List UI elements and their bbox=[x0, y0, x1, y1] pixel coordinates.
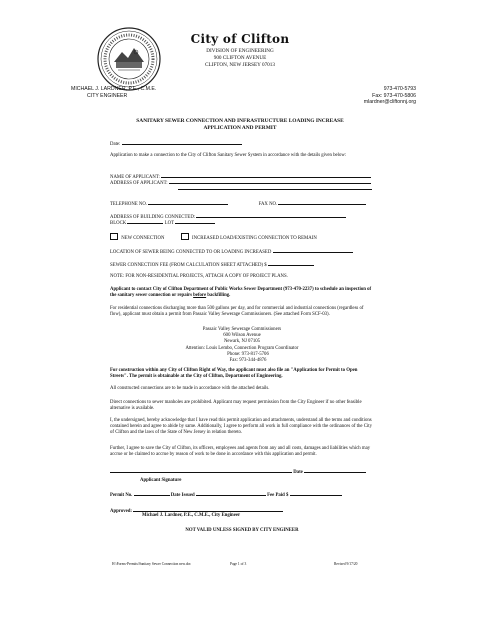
building-label: ADDRESS OF BUILDING CONNECTED: bbox=[110, 215, 196, 220]
division-address: 900 CLIFTON AVENUE bbox=[213, 55, 267, 61]
applicant-signature-label: Applicant Signature bbox=[140, 478, 182, 483]
connection-type-row bbox=[110, 233, 374, 242]
lot-line[interactable] bbox=[175, 219, 215, 224]
approver-name: Michael J. Lardner, P.E., C.M.E., City Engineer bbox=[142, 513, 241, 518]
constructed-text: All constructed connections are to be made in accordance with the attached details. bbox=[110, 386, 270, 391]
not-valid-notice: NOT VALID UNLESS SIGNED BY CITY ENGINEER bbox=[185, 528, 299, 533]
inspection-notice-part1: Applicant to contact City of Clifton Department of Public Works Sewer Department (973-470-2237) to schedule an inspection of the sanitary sewer connection or repairs bbox=[110, 287, 372, 299]
date-label: Date: bbox=[110, 142, 121, 147]
form-title-line1: SANITARY SEWER CONNECTION AND INFRASTRUCTURE LOADING INCREASE bbox=[136, 118, 344, 124]
applicant-address-field[interactable] bbox=[110, 179, 374, 187]
permit-no-line[interactable] bbox=[134, 491, 170, 496]
division-city-state: CLIFTON, NEW JERSEY 07013 bbox=[205, 62, 275, 68]
fee-paid-label: Fee Paid $ bbox=[267, 493, 289, 498]
approved-signature-line[interactable] bbox=[133, 507, 283, 512]
date2-label: Date bbox=[293, 470, 303, 475]
pvsc-phone: Phone: 973-817-5706 bbox=[227, 351, 269, 357]
block-lot-row[interactable] bbox=[110, 219, 374, 227]
contact-fax: Fax: 973-470-5806 bbox=[372, 92, 416, 99]
pvsc-attention: Attention: Louis Lembo, Connection Program Coordinator bbox=[185, 345, 299, 351]
pvsc-fax: Fax: 973-344-4876 bbox=[229, 358, 267, 364]
permit-no-label: Permit No. bbox=[110, 493, 133, 498]
engineer-block bbox=[71, 86, 156, 100]
date-field[interactable] bbox=[110, 140, 374, 148]
applicant-address-label: ADDRESS OF APPLICANT: bbox=[110, 181, 168, 186]
date2-line[interactable] bbox=[304, 468, 366, 473]
telephone-line[interactable] bbox=[148, 200, 228, 205]
applicant-address-line[interactable] bbox=[169, 179, 371, 184]
pvsc-street: 600 Wilson Avenue bbox=[223, 333, 261, 339]
fax-label: FAX NO. bbox=[258, 202, 278, 207]
date-input-line[interactable] bbox=[122, 140, 242, 145]
form-title-line2: APPLICATION AND PERMIT bbox=[203, 125, 277, 131]
building-line[interactable] bbox=[196, 213, 346, 218]
engineer-name: MICHAEL J. LARDNER, P.E., C.M.E. bbox=[71, 86, 157, 92]
fee-paid-line[interactable] bbox=[290, 491, 342, 496]
city-name-title: City of Clifton bbox=[190, 32, 290, 46]
applicant-address-line2[interactable] bbox=[178, 189, 372, 190]
footer-revised: Revised 9/17/20 bbox=[334, 562, 358, 566]
fee-label: SEWER CONNECTION FEE (FROM CALCULATION SHEET ATTACHED) $ bbox=[110, 263, 267, 268]
intro-text: Application to make a connection to the City of Clifton Sanitary Sewer System in accordance with the details given below: bbox=[110, 153, 347, 158]
hold-harmless-text: Further, I agree to save the City of Clifton, its officers, employees and agents from any and all costs, damages and liabilities which may accrue or be claimed to accrue by reason of work to be done in accordance with this application and permit. bbox=[110, 446, 371, 458]
form-title bbox=[0, 118, 480, 132]
increased-load-label: INCREASED LOAD/EXISTING CONNECTION TO REMAIN bbox=[192, 236, 317, 241]
contact-phone: 973-470-5793 bbox=[383, 86, 416, 92]
phone-fax-row[interactable] bbox=[110, 200, 374, 208]
location-field[interactable] bbox=[110, 248, 374, 256]
pvsc-city: Newark, NJ 07105 bbox=[223, 339, 261, 345]
signature-row[interactable] bbox=[110, 468, 374, 476]
applicant-name-label: NAME OF APPLICANT: bbox=[110, 175, 160, 180]
direct-connection-text: Direct connections to sewer manholes are prohibited. Applicant may request permission from the City Engineer if no other feasible alternative is available. bbox=[110, 400, 362, 412]
footer-page-number: Page 1 of 3 bbox=[230, 562, 247, 566]
block-label: BLOCK bbox=[110, 221, 127, 226]
inspection-notice-before: before bbox=[193, 293, 207, 299]
approved-label: Approved: bbox=[110, 509, 133, 514]
applicant-signature-line[interactable] bbox=[110, 468, 292, 473]
inspection-notice-part2: backfilling. bbox=[206, 293, 231, 299]
increased-load-checkbox[interactable] bbox=[181, 233, 189, 240]
location-label: LOCATION OF SEWER BEING CONNECTED TO OR LOADING INCREASED bbox=[110, 250, 272, 255]
contact-email: mlardner@cliftonnj.org bbox=[363, 99, 416, 105]
contact-block bbox=[364, 86, 416, 106]
telephone-label: TELEPHONE NO. bbox=[110, 202, 148, 207]
footer-file-path: H:\Forms-Permits\Sanitary Sewer Connection new.doc bbox=[112, 562, 192, 566]
location-line[interactable] bbox=[273, 248, 353, 253]
date-issued-line[interactable] bbox=[196, 491, 266, 496]
residential-text: For residential connections discharging more than 500 gallons per day, and for commercial and industrial connections (regardless of flow), applicant must obtain a permit from Passaic Valley Sewerage Commissioners. (See attached Form SCF-03). bbox=[110, 306, 364, 318]
row-notice: For construction within any City of Clifton Right of Way, the applicant must also file an "Application for Permit to Open Streets". The permit is obtainable at the City of Clifton, Department of Engineering. bbox=[110, 368, 358, 380]
pvsc-address-block bbox=[110, 327, 374, 364]
fee-line[interactable] bbox=[268, 261, 314, 266]
engineer-title: CITY ENGINEER bbox=[87, 93, 128, 99]
fee-field[interactable] bbox=[110, 261, 374, 269]
fax-line[interactable] bbox=[278, 200, 366, 205]
applicant-name-line[interactable] bbox=[161, 173, 371, 178]
acknowledgement-text: I, the undersigned, hereby acknowledge that I have read this permit application and attachments, understand all the terms and conditions contained herein and agree to abide by same. Additionally, I agree to perform all work in full compliance with the ordinances of the City of Clifton and the laws of the State of New Jersey in relation thereto. bbox=[110, 418, 372, 436]
new-connection-checkbox[interactable] bbox=[110, 233, 118, 240]
non-residential-note: NOTE: FOR NON-RESIDENTIAL PROJECTS, ATTACH A COPY OF PROJECT PLANS. bbox=[110, 274, 288, 279]
block-line[interactable] bbox=[127, 219, 163, 224]
new-connection-label: NEW CONNECTION bbox=[121, 236, 165, 241]
date-issued-label: Date Issued bbox=[170, 493, 195, 498]
permit-row[interactable] bbox=[110, 491, 374, 499]
division-name: DIVISION OF ENGINEERING bbox=[206, 48, 274, 54]
lot-label: LOT bbox=[164, 221, 174, 226]
pvsc-name: Passaic Valley Sewerage Commissioners bbox=[202, 327, 282, 332]
inspection-notice bbox=[110, 287, 374, 299]
